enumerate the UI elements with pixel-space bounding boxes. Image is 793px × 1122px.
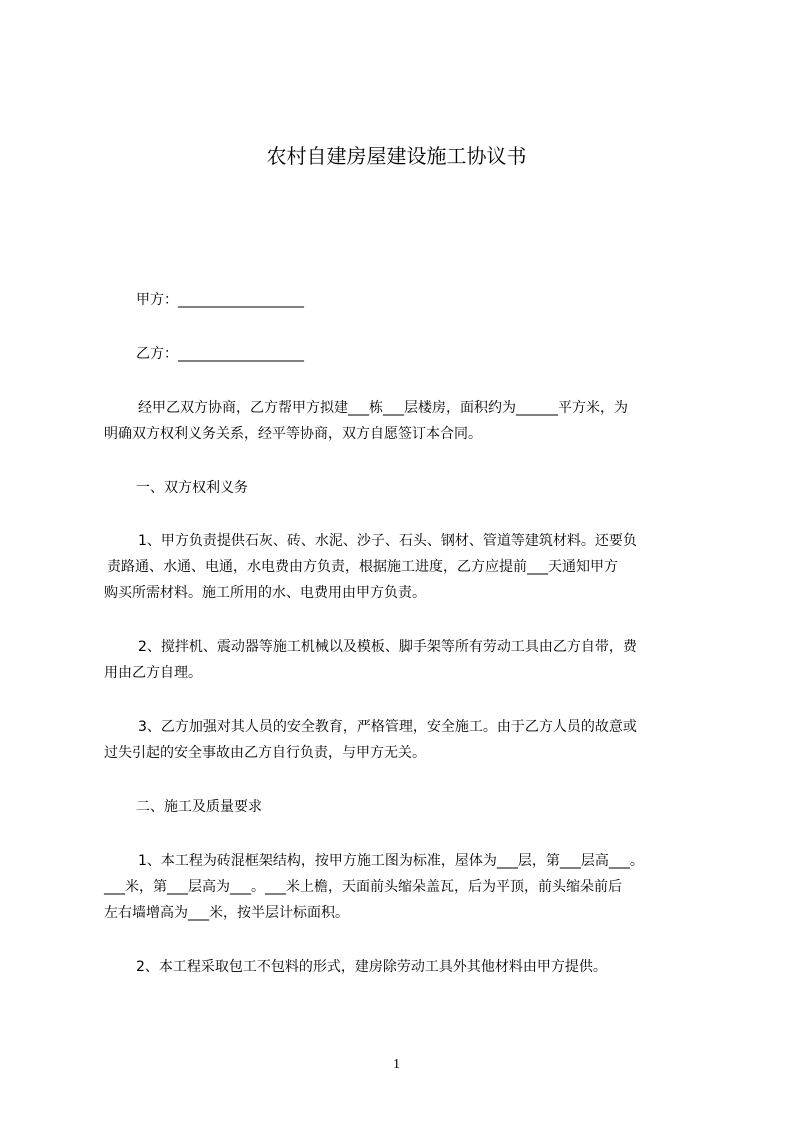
clause-2-2: 2、本工程采取包工不包料的形式，建房除劳动工具外其他材料由甲方提供。 bbox=[136, 959, 607, 975]
clause-1-1-line-1: 1、甲方负责提供石灰、砖、水泥、沙子、石头、钢材、管道等建筑材料。还要负 bbox=[138, 533, 637, 549]
clause-1-3-line-2: 过失引起的安全事故由乙方自行负责，与甲方无关。 bbox=[104, 745, 426, 761]
clause-1-1-line-3: 购买所需材料。施工所用的水、电费用由甲方负责。 bbox=[104, 585, 426, 601]
party-b-line: 乙方：__________________ bbox=[136, 346, 304, 362]
clause-2-1-line-3: 左右墙增高为___米，按半层计标面积。 bbox=[104, 905, 349, 921]
page-number: 1 bbox=[393, 1057, 400, 1072]
clause-1-2-line-2: 用由乙方自理。 bbox=[104, 665, 202, 681]
clause-1-3-line-1: 3、乙方加强对其人员的安全教育，严格管理，安全施工。由于乙方人员的故意或 bbox=[138, 719, 637, 735]
clause-1-1-line-2: 责路通、水通、电通，水电费由方负责，根据施工进度，乙方应提前___天通知甲方 bbox=[107, 559, 618, 575]
clause-2-1-line-1: 1、本工程为砖混框架结构，按甲方施工图为标准，屋体为___层，第___层高___。 bbox=[138, 853, 644, 869]
intro-line-2: 明确双方权利义务关系，经平等协商，双方自愿签订本合同。 bbox=[104, 426, 482, 442]
clause-2-1-line-2: ___米，第___层高为___。___米上檐，天面前头缩朵盖瓦，后为平顶，前头缩朵前后 bbox=[104, 879, 622, 895]
party-a-line: 甲方：__________________ bbox=[136, 292, 304, 308]
document-title: 农村自建房屋建设施工协议书 bbox=[266, 144, 527, 168]
section-2-heading: 二、施工及质量要求 bbox=[136, 799, 262, 815]
clause-1-2-line-1: 2、搅拌机、震动器等施工机械以及模板、脚手架等所有劳动工具由乙方自带，费 bbox=[138, 639, 637, 655]
section-1-heading: 一、双方权利义务 bbox=[136, 480, 248, 496]
intro-line-1: 经甲乙双方协商，乙方帮甲方拟建___栋___层楼房，面积约为______平方米，为 bbox=[138, 400, 628, 416]
